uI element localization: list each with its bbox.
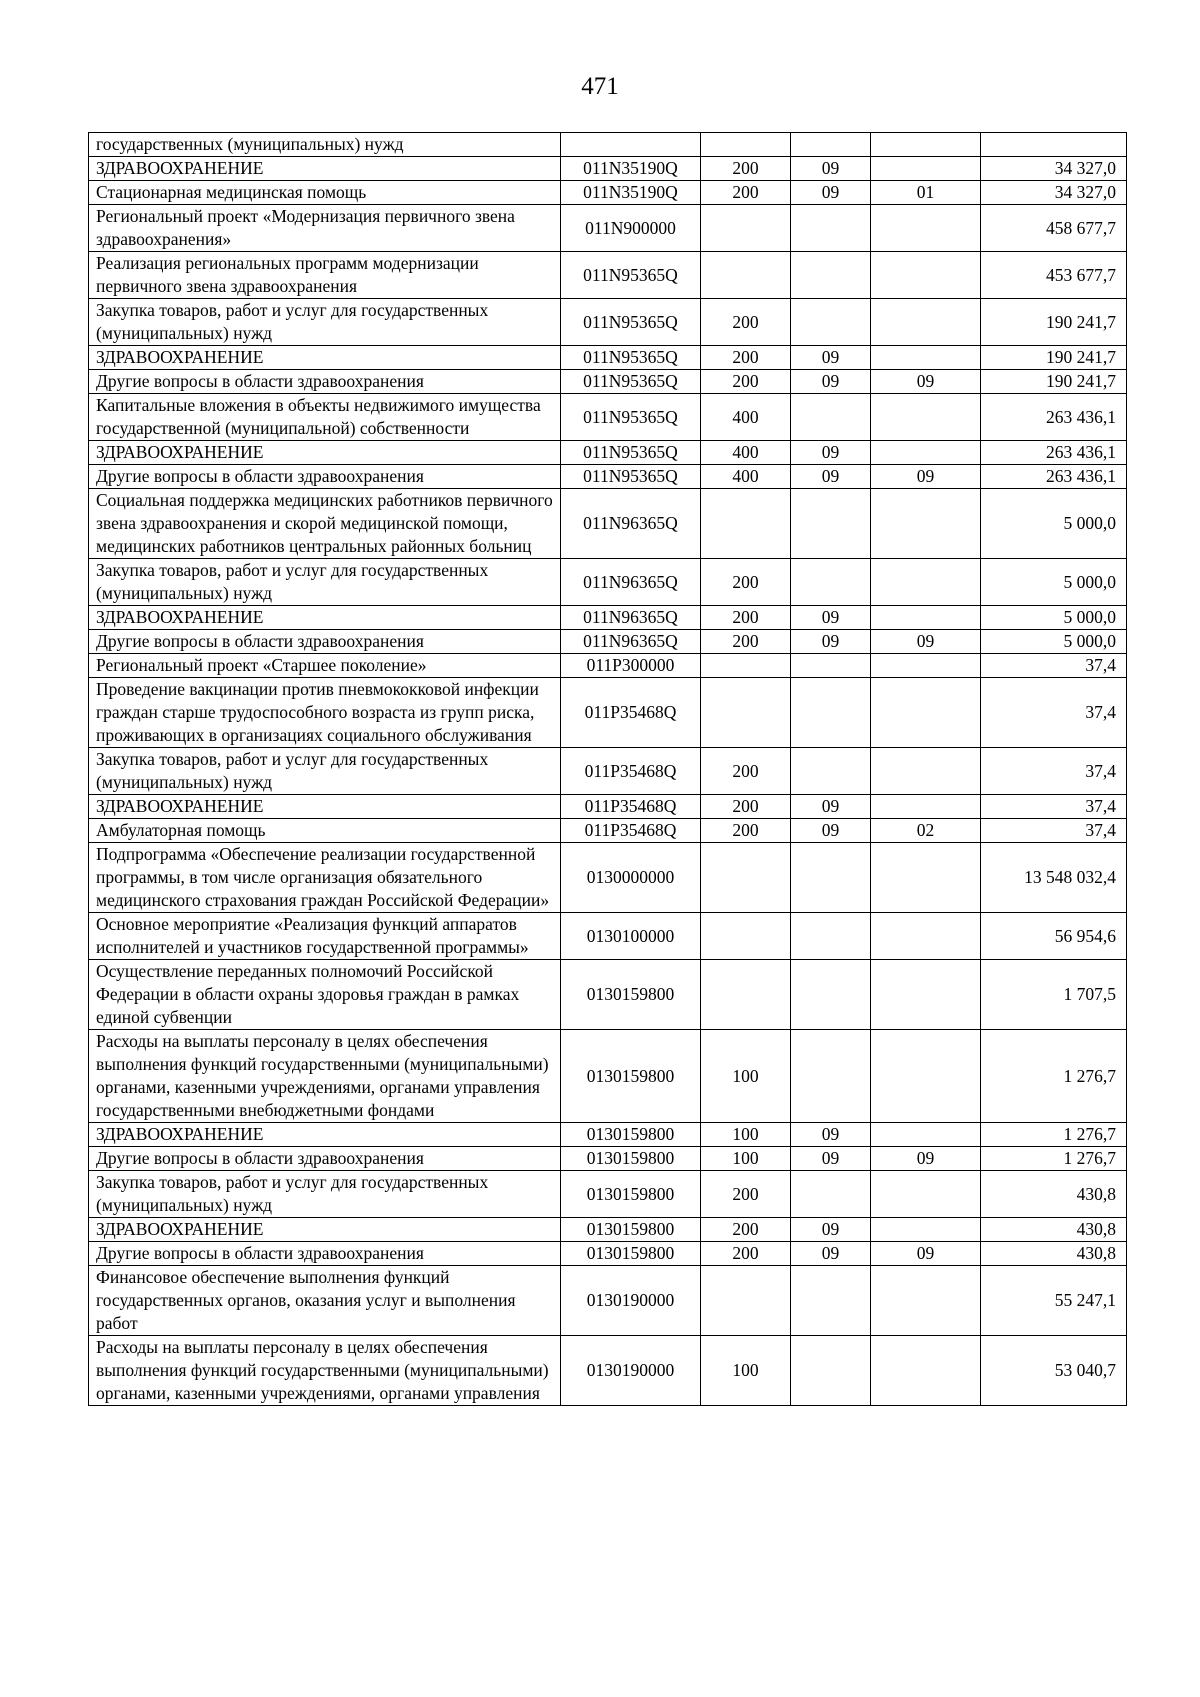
section-cell [791, 843, 871, 913]
expense-type-cell: 200 [701, 795, 791, 819]
target-article-code-cell: 011P35468Q [561, 748, 701, 795]
subsection-cell [871, 394, 981, 441]
expense-type-cell: 200 [701, 370, 791, 394]
expense-name-cell: Закупка товаров, работ и услуг для государственных (муниципальных) нужд [89, 748, 561, 795]
subsection-cell [871, 654, 981, 678]
section-cell [791, 133, 871, 157]
target-article-code-cell: 011N96365Q [561, 606, 701, 630]
table-row [89, 394, 1127, 441]
target-article-code-cell: 011N96365Q [561, 489, 701, 559]
expense-type-cell: 200 [701, 1171, 791, 1218]
expense-name-cell: Региональный проект «Модернизация первичного звена здравоохранения» [89, 205, 561, 252]
expense-name-cell: государственных (муниципальных) нужд [89, 133, 561, 157]
expense-type-cell: 100 [701, 1147, 791, 1171]
section-cell: 09 [791, 1242, 871, 1266]
section-cell [791, 748, 871, 795]
section-cell: 09 [791, 181, 871, 205]
table-row [89, 1123, 1127, 1147]
section-cell [791, 394, 871, 441]
budget-table-body [89, 133, 1127, 1406]
subsection-cell [871, 1218, 981, 1242]
section-cell [791, 252, 871, 299]
amount-cell: 34 327,0 [981, 181, 1127, 205]
table-row [89, 465, 1127, 489]
table-row [89, 913, 1127, 960]
expense-type-cell [701, 205, 791, 252]
table-row [89, 654, 1127, 678]
expense-type-cell: 200 [701, 559, 791, 606]
expense-name-cell: Финансовое обеспечение выполнения функций государственных органов, оказания услуг и выполнения работ [89, 1266, 561, 1336]
target-article-code-cell: 011N95365Q [561, 252, 701, 299]
section-cell [791, 960, 871, 1030]
expense-type-cell [701, 843, 791, 913]
subsection-cell: 09 [871, 630, 981, 654]
section-cell: 09 [791, 795, 871, 819]
table-row [89, 748, 1127, 795]
table-row [89, 441, 1127, 465]
expense-type-cell: 400 [701, 394, 791, 441]
expense-type-cell: 100 [701, 1123, 791, 1147]
target-article-code-cell: 0130159800 [561, 960, 701, 1030]
expense-type-cell: 200 [701, 346, 791, 370]
budget-table [88, 132, 1127, 1406]
target-article-code-cell: 011N95365Q [561, 299, 701, 346]
section-cell [791, 1030, 871, 1123]
expense-name-cell: Подпрограмма «Обеспечение реализации государственной программы, в том числе организация обязательного медицинского страхования граждан Российской Федерации» [89, 843, 561, 913]
section-cell: 09 [791, 465, 871, 489]
expense-name-cell: Капитальные вложения в объекты недвижимого имущества государственной (муниципальной) собственности [89, 394, 561, 441]
section-cell: 09 [791, 157, 871, 181]
expense-type-cell: 200 [701, 1218, 791, 1242]
expense-name-cell: Социальная поддержка медицинских работников первичного звена здравоохранения и скорой медицинской помощи, медицинских работников центральных районных больниц [89, 489, 561, 559]
expense-name-cell: Другие вопросы в области здравоохранения [89, 465, 561, 489]
table-row [89, 346, 1127, 370]
amount-cell: 37,4 [981, 678, 1127, 748]
subsection-cell: 09 [871, 370, 981, 394]
expense-type-cell: 200 [701, 606, 791, 630]
expense-name-cell: ЗДРАВООХРАНЕНИЕ [89, 606, 561, 630]
expense-type-cell: 200 [701, 1242, 791, 1266]
table-row [89, 1336, 1127, 1406]
amount-cell: 453 677,7 [981, 252, 1127, 299]
amount-cell: 5 000,0 [981, 630, 1127, 654]
table-row [89, 606, 1127, 630]
target-article-code-cell: 0130159800 [561, 1123, 701, 1147]
subsection-cell [871, 441, 981, 465]
expense-name-cell: Осуществление переданных полномочий Российской Федерации в области охраны здоровья граждан в рамках единой субвенции [89, 960, 561, 1030]
target-article-code-cell: 011P35468Q [561, 678, 701, 748]
expense-type-cell: 200 [701, 748, 791, 795]
amount-cell: 37,4 [981, 795, 1127, 819]
expense-type-cell [701, 654, 791, 678]
amount-cell: 1 707,5 [981, 960, 1127, 1030]
subsection-cell [871, 1123, 981, 1147]
target-article-code-cell: 011N96365Q [561, 559, 701, 606]
expense-name-cell: Закупка товаров, работ и услуг для государственных (муниципальных) нужд [89, 1171, 561, 1218]
expense-type-cell: 100 [701, 1030, 791, 1123]
expense-name-cell: Региональный проект «Старшее поколение» [89, 654, 561, 678]
section-cell [791, 1336, 871, 1406]
table-row [89, 299, 1127, 346]
target-article-code-cell: 0130159800 [561, 1218, 701, 1242]
target-article-code-cell: 0130159800 [561, 1030, 701, 1123]
expense-name-cell: Реализация региональных программ модернизации первичного звена здравоохранения [89, 252, 561, 299]
amount-cell: 190 241,7 [981, 299, 1127, 346]
subsection-cell [871, 157, 981, 181]
section-cell [791, 559, 871, 606]
table-row [89, 1147, 1127, 1171]
target-article-code-cell: 011N95365Q [561, 394, 701, 441]
expense-type-cell [701, 960, 791, 1030]
subsection-cell: 09 [871, 1242, 981, 1266]
table-row [89, 1266, 1127, 1336]
section-cell: 09 [791, 346, 871, 370]
subsection-cell [871, 678, 981, 748]
target-article-code-cell: 011P300000 [561, 654, 701, 678]
amount-cell: 430,8 [981, 1242, 1127, 1266]
subsection-cell [871, 960, 981, 1030]
expense-type-cell: 400 [701, 465, 791, 489]
table-row [89, 1242, 1127, 1266]
target-article-code-cell: 0130190000 [561, 1336, 701, 1406]
amount-cell: 53 040,7 [981, 1336, 1127, 1406]
expense-name-cell: ЗДРАВООХРАНЕНИЕ [89, 346, 561, 370]
table-row [89, 630, 1127, 654]
subsection-cell [871, 205, 981, 252]
expense-name-cell: Проведение вакцинации против пневмококковой инфекции граждан старше трудоспособного возраста из групп риска, проживающих в организациях социального обслуживания [89, 678, 561, 748]
amount-cell: 263 436,1 [981, 441, 1127, 465]
section-cell: 09 [791, 819, 871, 843]
expense-name-cell: Амбулаторная помощь [89, 819, 561, 843]
subsection-cell [871, 489, 981, 559]
amount-cell: 5 000,0 [981, 606, 1127, 630]
expense-type-cell [701, 913, 791, 960]
subsection-cell: 09 [871, 465, 981, 489]
expense-type-cell: 400 [701, 441, 791, 465]
subsection-cell [871, 913, 981, 960]
table-row [89, 133, 1127, 157]
target-article-code-cell: 011N900000 [561, 205, 701, 252]
amount-cell: 5 000,0 [981, 559, 1127, 606]
section-cell [791, 654, 871, 678]
subsection-cell [871, 606, 981, 630]
table-row [89, 819, 1127, 843]
table-row [89, 559, 1127, 606]
table-row [89, 960, 1127, 1030]
amount-cell: 13 548 032,4 [981, 843, 1127, 913]
amount-cell: 37,4 [981, 654, 1127, 678]
expense-name-cell: ЗДРАВООХРАНЕНИЕ [89, 795, 561, 819]
target-article-code-cell: 011N95365Q [561, 370, 701, 394]
section-cell: 09 [791, 606, 871, 630]
table-row [89, 1171, 1127, 1218]
subsection-cell [871, 299, 981, 346]
amount-cell: 37,4 [981, 748, 1127, 795]
amount-cell: 190 241,7 [981, 370, 1127, 394]
section-cell: 09 [791, 630, 871, 654]
subsection-cell [871, 748, 981, 795]
section-cell [791, 1266, 871, 1336]
expense-name-cell: ЗДРАВООХРАНЕНИЕ [89, 441, 561, 465]
amount-cell: 458 677,7 [981, 205, 1127, 252]
target-article-code-cell: 011N95365Q [561, 441, 701, 465]
expense-name-cell: Закупка товаров, работ и услуг для государственных (муниципальных) нужд [89, 559, 561, 606]
amount-cell: 430,8 [981, 1171, 1127, 1218]
expense-type-cell [701, 1266, 791, 1336]
amount-cell: 1 276,7 [981, 1123, 1127, 1147]
section-cell: 09 [791, 1123, 871, 1147]
target-article-code-cell: 011N95365Q [561, 346, 701, 370]
table-row [89, 157, 1127, 181]
expense-name-cell: Другие вопросы в области здравоохранения [89, 630, 561, 654]
amount-cell: 5 000,0 [981, 489, 1127, 559]
target-article-code-cell: 011N95365Q [561, 465, 701, 489]
target-article-code-cell [561, 133, 701, 157]
expense-name-cell: ЗДРАВООХРАНЕНИЕ [89, 1123, 561, 1147]
section-cell [791, 489, 871, 559]
target-article-code-cell: 0130159800 [561, 1147, 701, 1171]
expense-name-cell: ЗДРАВООХРАНЕНИЕ [89, 1218, 561, 1242]
target-article-code-cell: 011N96365Q [561, 630, 701, 654]
subsection-cell: 09 [871, 1147, 981, 1171]
section-cell [791, 205, 871, 252]
table-row [89, 205, 1127, 252]
table-row [89, 181, 1127, 205]
subsection-cell [871, 133, 981, 157]
target-article-code-cell: 0130100000 [561, 913, 701, 960]
expense-name-cell: Другие вопросы в области здравоохранения [89, 1147, 561, 1171]
amount-cell: 263 436,1 [981, 394, 1127, 441]
subsection-cell [871, 1266, 981, 1336]
expense-type-cell [701, 252, 791, 299]
expense-name-cell: Закупка товаров, работ и услуг для государственных (муниципальных) нужд [89, 299, 561, 346]
target-article-code-cell: 011N35190Q [561, 181, 701, 205]
expense-type-cell: 200 [701, 299, 791, 346]
amount-cell: 430,8 [981, 1218, 1127, 1242]
amount-cell: 1 276,7 [981, 1030, 1127, 1123]
expense-type-cell [701, 133, 791, 157]
amount-cell: 34 327,0 [981, 157, 1127, 181]
subsection-cell [871, 1336, 981, 1406]
section-cell: 09 [791, 1218, 871, 1242]
subsection-cell [871, 346, 981, 370]
table-row [89, 795, 1127, 819]
target-article-code-cell: 0130159800 [561, 1171, 701, 1218]
section-cell [791, 1171, 871, 1218]
subsection-cell [871, 1030, 981, 1123]
subsection-cell: 02 [871, 819, 981, 843]
expense-name-cell: Расходы на выплаты персоналу в целях обеспечения выполнения функций государственными (муниципальными) органами, казенными учреждениями, органами управления [89, 1336, 561, 1406]
subsection-cell [871, 843, 981, 913]
expense-name-cell: Другие вопросы в области здравоохранения [89, 1242, 561, 1266]
expense-type-cell: 200 [701, 157, 791, 181]
amount-cell: 37,4 [981, 819, 1127, 843]
subsection-cell [871, 795, 981, 819]
amount-cell: 1 276,7 [981, 1147, 1127, 1171]
table-row [89, 678, 1127, 748]
page-number: 471 [581, 73, 619, 100]
amount-cell: 190 241,7 [981, 346, 1127, 370]
target-article-code-cell: 011N35190Q [561, 157, 701, 181]
target-article-code-cell: 0130159800 [561, 1242, 701, 1266]
expense-type-cell [701, 489, 791, 559]
amount-cell: 263 436,1 [981, 465, 1127, 489]
expense-type-cell [701, 678, 791, 748]
expense-type-cell: 100 [701, 1336, 791, 1406]
expense-type-cell: 200 [701, 819, 791, 843]
section-cell: 09 [791, 370, 871, 394]
expense-name-cell: Другие вопросы в области здравоохранения [89, 370, 561, 394]
subsection-cell [871, 559, 981, 606]
expense-type-cell: 200 [701, 181, 791, 205]
expense-name-cell: Основное мероприятие «Реализация функций аппаратов исполнителей и участников государственной программы» [89, 913, 561, 960]
section-cell: 09 [791, 1147, 871, 1171]
amount-cell: 56 954,6 [981, 913, 1127, 960]
table-row [89, 370, 1127, 394]
target-article-code-cell: 011P35468Q [561, 795, 701, 819]
amount-cell: 55 247,1 [981, 1266, 1127, 1336]
table-row [89, 1030, 1127, 1123]
amount-cell [981, 133, 1127, 157]
subsection-cell [871, 252, 981, 299]
table-row [89, 252, 1127, 299]
expense-name-cell: Расходы на выплаты персоналу в целях обеспечения выполнения функций государственными (муниципальными) органами, казенными учреждениями, органами управления государственными внебюджетными фондами [89, 1030, 561, 1123]
expense-type-cell: 200 [701, 630, 791, 654]
subsection-cell [871, 1171, 981, 1218]
table-row [89, 843, 1127, 913]
expense-name-cell: ЗДРАВООХРАНЕНИЕ [89, 157, 561, 181]
table-row [89, 489, 1127, 559]
expense-name-cell: Стационарная медицинская помощь [89, 181, 561, 205]
section-cell [791, 913, 871, 960]
subsection-cell: 01 [871, 181, 981, 205]
section-cell [791, 678, 871, 748]
table-row [89, 1218, 1127, 1242]
section-cell [791, 299, 871, 346]
target-article-code-cell: 011P35468Q [561, 819, 701, 843]
target-article-code-cell: 0130000000 [561, 843, 701, 913]
target-article-code-cell: 0130190000 [561, 1266, 701, 1336]
section-cell: 09 [791, 441, 871, 465]
